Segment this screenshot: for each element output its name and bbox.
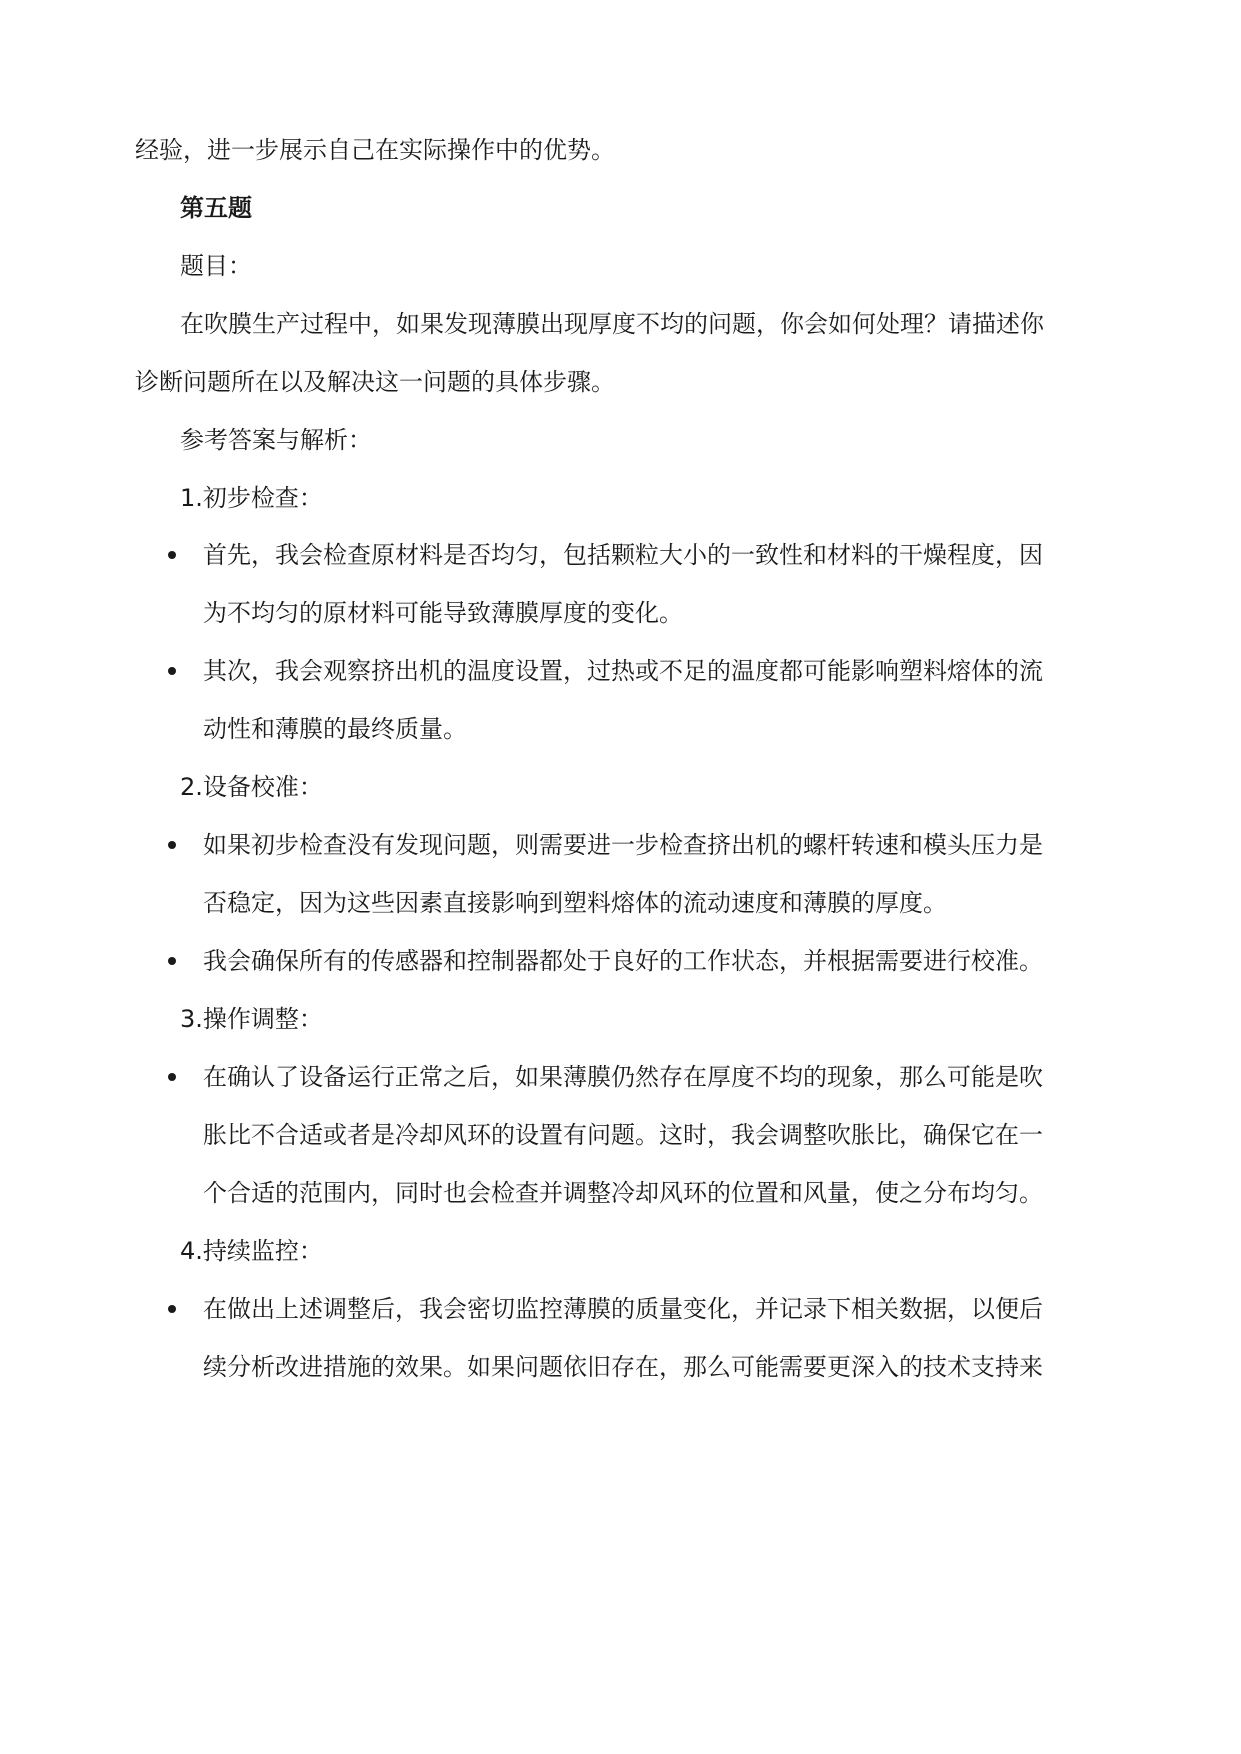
question-label: 题目： (180, 252, 252, 280)
section-title-2: 2.设备校准： (180, 773, 323, 801)
section-4-item-1-line-1: 在做出上述调整后，我会密切监控薄膜的质量变化，并记录下相关数据，以便后 (203, 1295, 1043, 1323)
section-2-item-1-line-1: 如果初步检查没有发现问题，则需要进一步检查挤出机的螺杆转速和模头压力是 (203, 831, 1043, 859)
section-1-item-1-line-2: 为不均匀的原材料可能导致薄膜厚度的变化。 (203, 599, 683, 627)
bullet-icon (168, 1305, 176, 1313)
section-4-item-1-line-2: 续分析改进措施的效果。如果问题依旧存在，那么可能需要更深入的技术支持来 (203, 1353, 1043, 1381)
answer-label: 参考答案与解析： (180, 426, 372, 454)
section-title-1: 1.初步检查： (180, 484, 323, 512)
question-text-line-1: 在吹膜生产过程中，如果发现薄膜出现厚度不均的问题，你会如何处理？请描述你 (180, 310, 1044, 338)
section-title-4: 4.持续监控： (180, 1237, 323, 1265)
section-3-item-1-line-1: 在确认了设备运行正常之后，如果薄膜仍然存在厚度不均的现象，那么可能是吹 (203, 1063, 1043, 1091)
section-1-item-2-line-1: 其次，我会观察挤出机的温度设置，过热或不足的温度都可能影响塑料熔体的流 (203, 657, 1043, 685)
section-3-item-1-line-2: 胀比不合适或者是冷却风环的设置有问题。这时，我会调整吹胀比，确保它在一 (203, 1121, 1043, 1149)
section-1-item-1-line-1: 首先，我会检查原材料是否均匀，包括颗粒大小的一致性和材料的干燥程度，因 (203, 541, 1043, 569)
section-title-3: 3.操作调整： (180, 1005, 323, 1033)
bullet-icon (168, 1073, 176, 1081)
bullet-icon (168, 841, 176, 849)
section-1-item-2-line-2: 动性和薄膜的最终质量。 (203, 715, 467, 743)
bullet-icon (168, 957, 176, 965)
section-2-item-1-line-2: 否稳定，因为这些因素直接影响到塑料熔体的流动速度和薄膜的厚度。 (203, 889, 947, 917)
question-text-line-2: 诊断问题所在以及解决这一问题的具体步骤。 (135, 368, 615, 396)
section-3-item-1-line-3: 个合适的范围内，同时也会检查并调整冷却风环的位置和风量，使之分布均匀。 (203, 1179, 1043, 1207)
continuation-paragraph: 经验，进一步展示自己在实际操作中的优势。 (135, 136, 615, 164)
section-2-item-2-line-1: 我会确保所有的传感器和控制器都处于良好的工作状态，并根据需要进行校准。 (203, 947, 1043, 975)
bullet-icon (168, 551, 176, 559)
question-heading: 第五题 (180, 194, 252, 222)
bullet-icon (168, 667, 176, 675)
